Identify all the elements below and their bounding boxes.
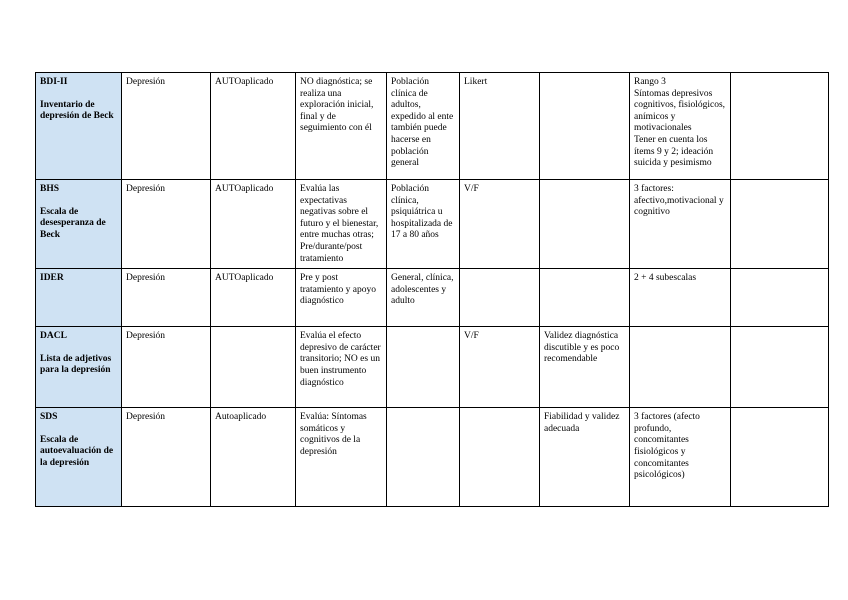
aplicacion-cell: [211, 327, 296, 408]
instrument-abbr: SDS: [40, 412, 58, 423]
instrument-full-name: Inventario de depresión de Beck: [40, 99, 114, 122]
instrument-name-cell: [36, 269, 122, 327]
propiedades-cell: Fiabilidad y validez adecuada: [540, 408, 630, 507]
table-row: [36, 327, 829, 408]
constructo-cell: Depresión: [122, 408, 211, 507]
notas-line: Tener en cuenta los ítems 9 y 2; ideación suicida y pesimismo: [634, 134, 714, 169]
notas-cell: [630, 408, 731, 507]
propiedades-cell: [540, 269, 630, 327]
formato-cell: V/F: [460, 180, 540, 269]
formato-cell: [460, 408, 540, 507]
extra-cell: [731, 408, 829, 507]
notas-cell: [630, 327, 731, 408]
poblacion-cell: [387, 327, 460, 408]
formato-cell: V/F: [460, 327, 540, 408]
poblacion-cell: General, clínica, adolescentes y adulto: [387, 269, 460, 327]
uso-cell: NO diagnóstica; se realiza una exploración inicial, final y de seguimiento con él: [296, 73, 387, 180]
extra-cell: [731, 180, 829, 269]
notas-cell: [630, 180, 731, 269]
constructo-cell: Depresión: [122, 269, 211, 327]
instrument-abbr: IDER: [40, 273, 64, 284]
extra-cell: [731, 327, 829, 408]
aplicacion-cell: AUTOaplicado: [211, 73, 296, 180]
instrument-name-cell: [36, 73, 122, 180]
uso-cell: Evalúa: Síntomas somáticos y cognitivos de la depresión: [296, 408, 387, 507]
notas-line: 2 + 4 subescalas: [634, 273, 697, 284]
table-body: [36, 73, 829, 507]
formato-cell: Likert: [460, 73, 540, 180]
notas-line: Rango 3: [634, 77, 666, 87]
instrument-name-cell: [36, 408, 122, 507]
constructo-cell: Depresión: [122, 180, 211, 269]
table-row: [36, 269, 829, 327]
instrument-name-cell: [36, 327, 122, 408]
poblacion-cell: Población clínica de adultos, expedido al ente también puede hacerse en población general: [387, 73, 460, 180]
instrument-full-name: Escala de autoevaluación de la depresión: [40, 434, 114, 468]
constructo-cell: Depresión: [122, 73, 211, 180]
aplicacion-cell: Autoaplicado: [211, 408, 296, 507]
table-row: [36, 180, 829, 269]
poblacion-cell: Población clínica, psiquiátrica u hospitalizada de 17 a 80 años: [387, 180, 460, 269]
notas-cell: [630, 73, 731, 180]
table-row: [36, 73, 829, 180]
formato-cell: [460, 269, 540, 327]
propiedades-cell: [540, 180, 630, 269]
extra-cell: [731, 73, 829, 180]
table-row: [36, 408, 829, 507]
instrument-full-name: Escala de desesperanza de Beck: [40, 206, 106, 240]
uso-cell: Evalúa el efecto depresivo de carácter transitorio; NO es un buen instrumento diagnóstico: [296, 327, 387, 408]
instrument-abbr: DACL: [40, 331, 67, 342]
propiedades-cell: [540, 73, 630, 180]
instrument-name-cell: [36, 180, 122, 269]
extra-cell: [731, 269, 829, 327]
instruments-table: [35, 72, 829, 507]
aplicacion-cell: AUTOaplicado: [211, 269, 296, 327]
aplicacion-cell: AUTOaplicado: [211, 180, 296, 269]
poblacion-cell: [387, 408, 460, 507]
notas-cell: [630, 269, 731, 327]
instrument-full-name: Lista de adjetivos para la depresión: [40, 353, 112, 376]
uso-cell: Pre y post tratamiento y apoyo diagnóstico: [296, 269, 387, 327]
instrument-abbr: BHS: [40, 184, 60, 194]
instrument-abbr: BDI-II: [40, 77, 68, 87]
propiedades-cell: Validez diagnóstica discutible y es poco recomendable: [540, 327, 630, 408]
notas-line: 3 factores (afecto profundo, concomitantes fisiológicos y concomitantes psicológicos): [634, 412, 700, 481]
constructo-cell: Depresión: [122, 327, 211, 408]
notas-line: Síntomas depresivos cognitivos, fisiológicos, anímicos y motivacionales: [634, 88, 726, 134]
uso-cell: Evalúa las expectativas negativas sobre el futuro y el bienestar, entre muchas otras; Pre/durante/post tratamiento: [296, 180, 387, 269]
notas-line: 3 factores: afectivo,motivacional y cognitivo: [634, 184, 724, 218]
